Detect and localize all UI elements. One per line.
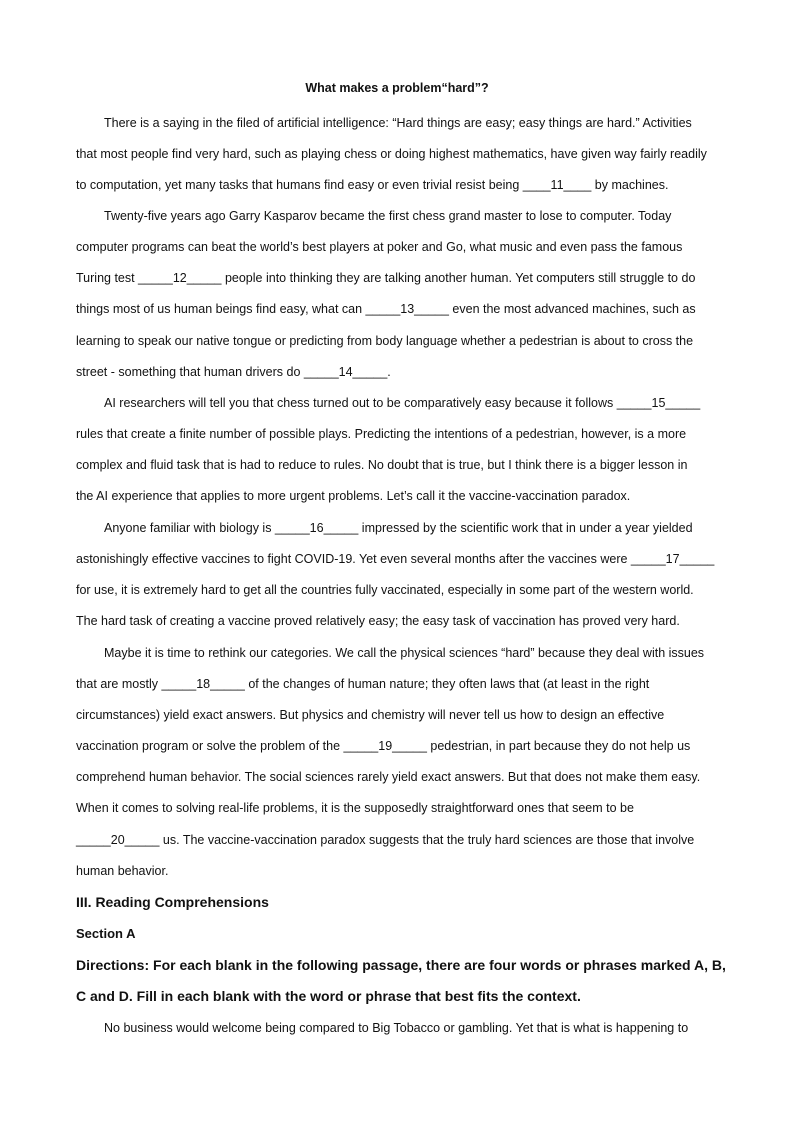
passage-line: to computation, yet many tasks that humans find easy or even trivial resist being ____11____ by machines. [76,178,669,192]
passage-line: learning to speak our native tongue or predicting from body language whether a pedestrian is about to cross the [76,334,694,348]
passage-line: AI researchers will tell you that chess turned out to be comparatively easy because it follows _____15_____ [104,396,701,410]
passage-line: for use, it is extremely hard to get all the countries fully vaccinated, especially in some part of the western world. [76,583,694,597]
passage-line: Turing test _____12_____ people into thinking they are talking another human. Yet computers still struggle to do [76,271,696,285]
passage-line: street - something that human drivers do _____14_____. [76,365,391,379]
passage-line: Anyone familiar with biology is _____16_____ impressed by the scientific work that in under a year yielded [104,521,693,535]
passage-line: The hard task of creating a vaccine proved relatively easy; the easy task of vaccination has proved very hard. [76,614,680,628]
passage-line: There is a saying in the filed of artificial intelligence: “Hard things are easy; easy things are hard.” Activities [104,116,692,130]
passage-line: _____20_____ us. The vaccine-vaccination paradox suggests that the truly hard sciences are those that involve [76,833,695,847]
passage-line: computer programs can beat the world’s best players at poker and Go, what music and even pass the famous [76,240,683,254]
subsection-heading: Section A [76,926,136,941]
passage-line: things most of us human beings find easy, what can _____13_____ even the most advanced machines, such as [76,302,696,316]
passage-line: Twenty-five years ago Garry Kasparov became the first chess grand master to lose to computer. Today [104,209,672,223]
passage-line: human behavior. [76,864,169,878]
directions-line: Directions: For each blank in the following passage, there are four words or phrases marked A, B, [76,957,726,973]
passage-line: that most people find very hard, such as playing chess or doing highest mathematics, have given way fairly readily [76,147,707,161]
passage-line: comprehend human behavior. The social sciences rarely yield exact answers. But that does not make them easy. [76,770,701,784]
passage-line: When it comes to solving real-life problems, it is the supposedly straightforward ones that seem to be [76,801,634,815]
next-passage-line: No business would welcome being compared to Big Tobacco or gambling. Yet that is what is happening to [104,1021,689,1035]
section-heading: III. Reading Comprehensions [76,894,269,910]
passage-title: What makes a problem“hard”? [305,81,489,95]
passage-line: rules that create a finite number of possible plays. Predicting the intentions of a pedestrian, however, is a more [76,427,687,441]
directions-line: C and D. Fill in each blank with the word or phrase that best fits the context. [76,988,581,1004]
passage-line: circumstances) yield exact answers. But physics and chemistry will never tell us how to design an effective [76,708,665,722]
passage-line: Maybe it is time to rethink our categories. We call the physical sciences “hard” because they deal with issues [104,646,705,660]
passage-line: the AI experience that applies to more urgent problems. Let’s call it the vaccine-vaccination paradox. [76,489,631,503]
passage-line: complex and fluid task that is had to reduce to rules. No doubt that is true, but I think there is a bigger lesson in [76,458,688,472]
passage-line: that are mostly _____18_____ of the changes of human nature; they often laws that (at least in the right [76,677,650,691]
passage-line: vaccination program or solve the problem of the _____19_____ pedestrian, in part because they do not help us [76,739,691,753]
passage-line: astonishingly effective vaccines to fight COVID-19. Yet even several months after the vaccines were _____17_____ [76,552,715,566]
